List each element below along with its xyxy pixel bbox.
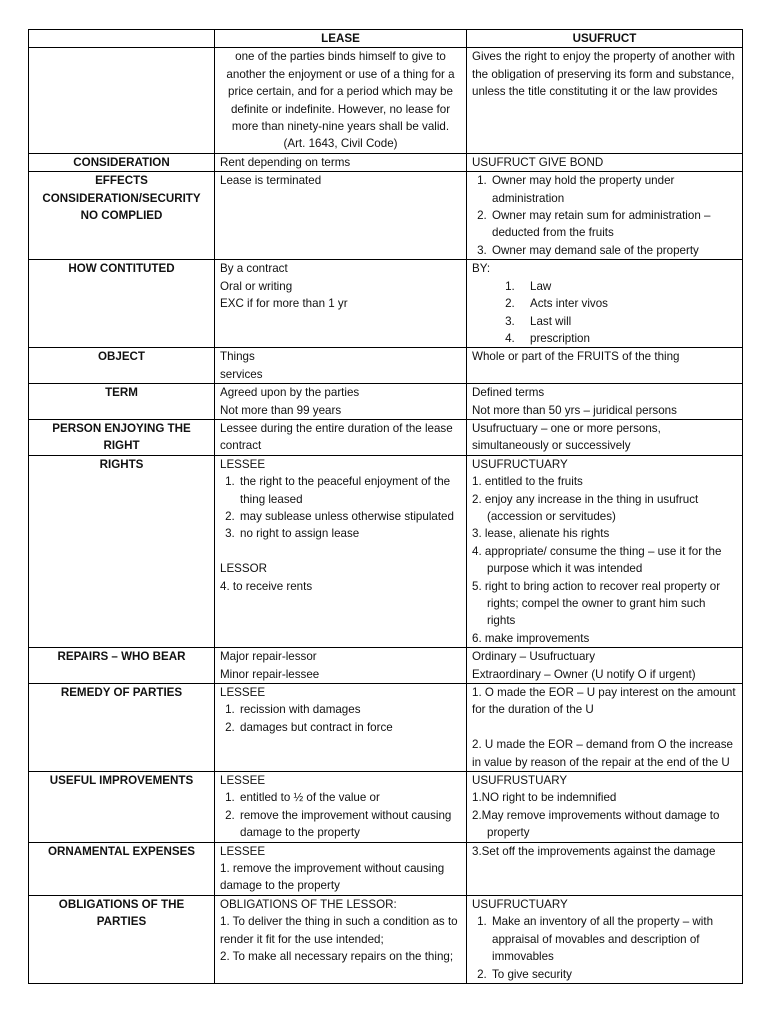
list-item: 3. no right to assign lease [238, 525, 461, 542]
list-item: 1. Owner may hold the property under administration [490, 172, 737, 207]
list-item: 1. entitled to the fruits [472, 475, 583, 489]
term-usufruct [467, 384, 743, 420]
header-blank [29, 30, 215, 48]
list-item: 1.NO right to be indemnified [472, 791, 617, 805]
text-line: Ordinary – Usufructuary [472, 650, 596, 664]
rights-usufruct [467, 455, 743, 647]
list-item: 4. prescription [518, 330, 737, 347]
text-line: 4. to receive rents [220, 579, 313, 593]
list-item: 6. make improvements [472, 631, 590, 645]
remedy-lessee-list [220, 701, 461, 736]
text-line: Things [220, 350, 255, 364]
term-label: TERM [29, 384, 215, 420]
repairs-lease [215, 648, 467, 684]
obligations-label: OBLIGATIONS OF THE PARTIES [29, 895, 215, 983]
row-repairs [29, 648, 743, 684]
lessee-heading: LESSEE [220, 686, 266, 700]
row-definition [29, 48, 743, 153]
list-item: 1. entitled to ½ of the value or [238, 789, 461, 806]
row-person [29, 419, 743, 455]
text-line: 1. O made the EOR – U pay interest on the amount for the duration of the U [472, 686, 736, 717]
row-term [29, 384, 743, 420]
lessee-heading: LESSEE [220, 844, 266, 858]
text-line: Defined terms [472, 386, 545, 400]
rights-lease [215, 455, 467, 647]
how-constituted-label: HOW CONTITUTED [29, 260, 215, 348]
usufructuary-heading: USUFRUCTUARY [472, 897, 568, 911]
how-constituted-lease [215, 260, 467, 348]
row-obligations [29, 895, 743, 983]
remedy-label: REMEDY OF PARTIES [29, 684, 215, 772]
list-item: 2.May remove improvements without damage to property [472, 808, 720, 840]
repairs-label: REPAIRS – WHO BEAR [29, 648, 215, 684]
row-how-constituted [29, 260, 743, 348]
list-item: 1. Make an inventory of all the property – with appraisal of movables and description of immovables [490, 913, 737, 965]
effects-usufruct-list [472, 172, 737, 259]
spacer [220, 543, 461, 560]
row-useful [29, 772, 743, 843]
text-line: 1. remove the improvement without causing damage to the property [220, 862, 445, 893]
text-line: Oral or writing [220, 279, 293, 293]
row-consideration [29, 153, 743, 171]
text-line: Agreed upon by the parties [220, 386, 360, 400]
text-line: 1. To deliver the thing in such a condition as to render it fit for the use intended; [220, 915, 458, 946]
list-item: 4. appropriate/ consume the thing – use it for the purpose which it was intended [472, 544, 722, 576]
object-lease [215, 348, 467, 384]
person-lease: Lessee during the entire duration of the lease contract [215, 419, 467, 455]
usufructuary-heading: USUFRUSTUARY [472, 774, 568, 788]
list-item: 3. Last will [518, 313, 737, 330]
list-item: 1. the right to the peaceful enjoyment of the thing leased [238, 473, 461, 508]
repairs-usufruct [467, 648, 743, 684]
ornamental-usufruct [467, 842, 743, 895]
text-line: Not more than 99 years [220, 403, 342, 417]
list-item: 2. enjoy any increase in the thing in usufruct (accession or servitudes) [472, 492, 699, 523]
list-item: 2. Acts inter vivos [518, 295, 737, 312]
list-item: 1. Law [518, 278, 737, 295]
definition-lease [215, 48, 467, 153]
definition-usufruct-text: Gives the right to enjoy the property of another with the obligation of preserving its form and substance, unless the title constituting it or the law provides [472, 50, 735, 99]
usufructuary-heading: USUFRUCTUARY [472, 457, 568, 471]
how-constituted-usufruct [467, 260, 743, 348]
consideration-lease: Rent depending on terms [215, 153, 467, 171]
consideration-usufruct: USUFRUCT GIVE BOND [467, 153, 743, 171]
obligations-usufruct-list [472, 913, 737, 983]
header-usufruct: USUFRUCT [467, 30, 743, 48]
list-item: 1. recission with damages [238, 701, 461, 718]
obligations-usufruct [467, 895, 743, 983]
how-constituted-list [472, 278, 737, 348]
list-item: 3.Set off the improvements against the damage [472, 844, 716, 858]
lessor-heading: LESSOR [220, 562, 268, 576]
lessor-heading: OBLIGATIONS OF THE LESSOR: [220, 897, 397, 911]
rights-label: RIGHTS [29, 455, 215, 647]
effects-label: EFFECTS CONSIDERATION/SECURITY NO COMPLIED [29, 172, 215, 260]
list-item: 2. may sublease unless otherwise stipulated [238, 508, 461, 525]
text-line: 2. To make all necessary repairs on the thing; [220, 950, 454, 964]
text-line: Major repair-lessor [220, 650, 317, 664]
consideration-label: CONSIDERATION [29, 153, 215, 171]
person-label: PERSON ENJOYING THE RIGHT [29, 419, 215, 455]
comparison-table [28, 29, 743, 984]
spacer [472, 719, 737, 736]
text-line: services [220, 367, 263, 381]
header-lease: LEASE [215, 30, 467, 48]
header-row [29, 30, 743, 48]
object-usufruct: Whole or part of the FRUITS of the thing [467, 348, 743, 384]
list-item: 3. Owner may demand sale of the property [490, 242, 737, 259]
list-item: 2. To give security [490, 966, 737, 983]
object-label: OBJECT [29, 348, 215, 384]
effects-usufruct [467, 172, 743, 260]
list-item: 3. lease, alienate his rights [472, 527, 610, 541]
useful-label: USEFUL IMPROVEMENTS [29, 772, 215, 843]
list-item: 2. damages but contract in force [238, 719, 461, 736]
remedy-lease [215, 684, 467, 772]
ornamental-label: ORNAMENTAL EXPENSES [29, 842, 215, 895]
list-item: 2. remove the improvement without causing damage to the property [238, 807, 461, 842]
rights-lessee-list [220, 473, 461, 543]
text-line: EXC if for more than 1 yr [220, 297, 348, 311]
text-line: Minor repair-lessee [220, 667, 320, 681]
text-line: By a contract [220, 262, 288, 276]
remedy-usufruct [467, 684, 743, 772]
effects-lease: Lease is terminated [215, 172, 467, 260]
definition-lease-text: one of the parties binds himself to give to another the enjoyment or use of a thing for a price certain, and for a period which may be definite or indefinite. However, no lease for more than ninety-nine years shall be valid. (Art. 1643, Civil Code) [226, 50, 455, 151]
row-remedy [29, 684, 743, 772]
text-line: BY: [472, 262, 491, 276]
lessee-heading: LESSEE [220, 457, 266, 471]
definition-usufruct [467, 48, 743, 153]
useful-usufruct [467, 772, 743, 843]
definition-label [29, 48, 215, 153]
list-item: 5. right to bring action to recover real property or rights; compel the owner to grant him such rights [472, 579, 721, 628]
text-line: Not more than 50 yrs – juridical persons [472, 403, 677, 417]
row-effects [29, 172, 743, 260]
row-rights [29, 455, 743, 647]
row-ornamental [29, 842, 743, 895]
obligations-lease [215, 895, 467, 983]
useful-lease [215, 772, 467, 843]
lessee-heading: LESSEE [220, 774, 266, 788]
text-line: 2. U made the EOR – demand from O the increase in value by reason of the repair at the end of the U [472, 738, 733, 769]
ornamental-lease [215, 842, 467, 895]
person-usufruct: Usufructuary – one or more persons, simultaneously or successively [467, 419, 743, 455]
term-lease [215, 384, 467, 420]
text-line: Extraordinary – Owner (U notify O if urgent) [472, 667, 696, 681]
useful-lessee-list [220, 789, 461, 841]
list-item: 2. Owner may retain sum for administration – deducted from the fruits [490, 207, 737, 242]
row-object [29, 348, 743, 384]
